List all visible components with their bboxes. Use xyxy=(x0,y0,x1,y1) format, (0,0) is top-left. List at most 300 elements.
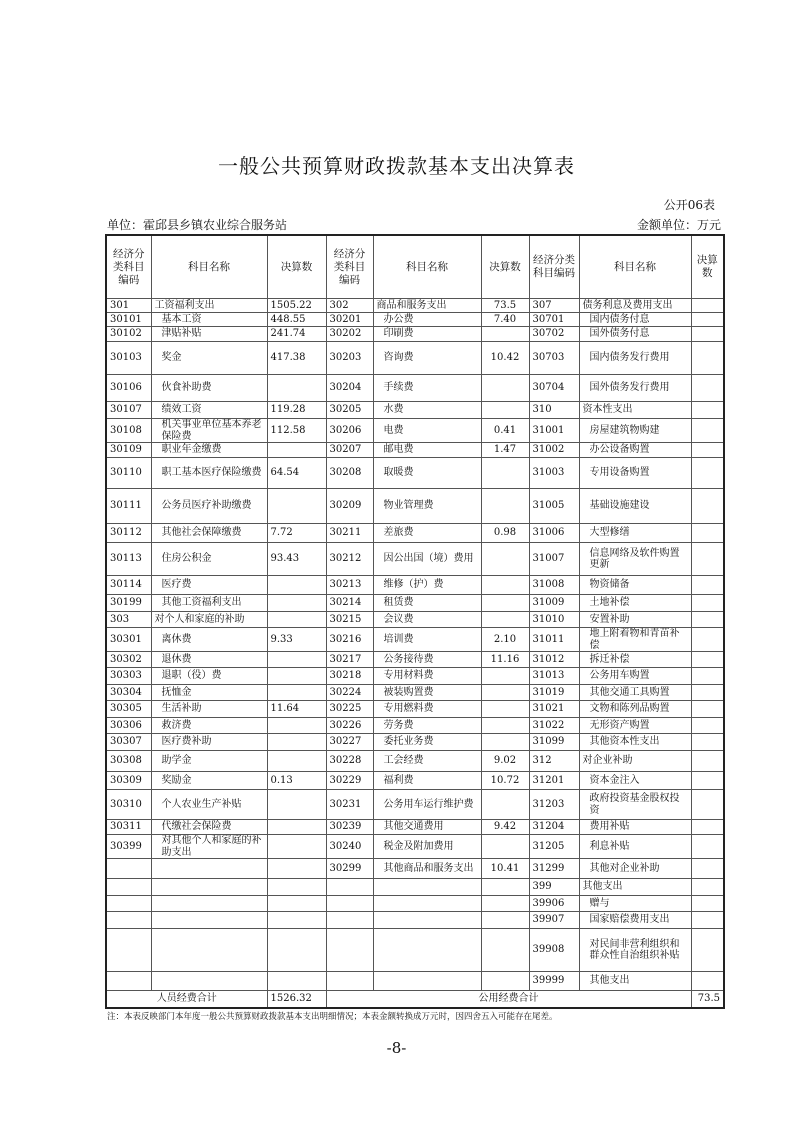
cell-name: 邮电费 xyxy=(373,443,481,458)
cell-amount xyxy=(691,685,724,701)
cell-code: 31019 xyxy=(529,685,579,701)
cell-name: 信息网络及软件购置更新 xyxy=(579,543,691,576)
cell-code: 30309 xyxy=(106,772,151,790)
cell-name: 对其他个人和家庭的补助支出 xyxy=(151,835,267,859)
cell-name: 拆迁补偿 xyxy=(579,652,691,668)
cell-amount xyxy=(267,652,326,668)
cell-amount xyxy=(691,576,724,595)
cell-amount xyxy=(267,912,326,929)
cell-code: 31022 xyxy=(529,718,579,734)
cell-amount xyxy=(267,972,326,991)
cell-code: 30110 xyxy=(106,458,151,489)
table-row xyxy=(106,859,724,879)
cell-amount xyxy=(267,595,326,612)
cell-code: 31204 xyxy=(529,820,579,835)
header-name: 科目名称 xyxy=(373,235,481,299)
table-row xyxy=(106,912,724,929)
cell-code: 30702 xyxy=(529,327,579,342)
table-row xyxy=(106,879,724,896)
cell-code: 30399 xyxy=(106,835,151,859)
cell-code: 30224 xyxy=(326,685,373,701)
cell-code: 30201 xyxy=(326,313,373,327)
cell-name: 离休费 xyxy=(151,628,267,652)
personnel-total-label: 人员经费合计 xyxy=(106,991,267,1009)
cell-amount: 10.72 xyxy=(481,772,529,790)
personnel-total-value: 1526.32 xyxy=(267,991,326,1009)
cell-name: 绩效工资 xyxy=(151,402,267,419)
cell-code: 30704 xyxy=(529,375,579,402)
cell-code: 30203 xyxy=(326,342,373,375)
header-amount: 决算数 xyxy=(691,235,724,299)
cell-name: 其他支出 xyxy=(579,972,691,991)
table-row xyxy=(106,929,724,972)
cell-code: 30228 xyxy=(326,751,373,772)
cell-code: 30304 xyxy=(106,685,151,701)
cell-amount xyxy=(267,612,326,628)
cell-code: 30301 xyxy=(106,628,151,652)
cell-code: 301 xyxy=(106,299,151,313)
cell-code: 30212 xyxy=(326,543,373,576)
cell-amount xyxy=(267,489,326,524)
cell-name: 工资福利支出 xyxy=(151,299,267,313)
cell-code: 39908 xyxy=(529,929,579,972)
header-name: 科目名称 xyxy=(151,235,267,299)
cell-amount xyxy=(481,375,529,402)
cell-name: 无形资产购置 xyxy=(579,718,691,734)
table-row xyxy=(106,668,724,685)
cell-amount: 64.54 xyxy=(267,458,326,489)
cell-code: 31006 xyxy=(529,524,579,543)
cell-name: 对民间非营利组织和群众性自治组织补贴 xyxy=(579,929,691,972)
cell-name xyxy=(151,972,267,991)
cell-name: 电费 xyxy=(373,419,481,443)
cell-name: 印刷费 xyxy=(373,327,481,342)
cell-amount xyxy=(691,668,724,685)
cell-code: 30310 xyxy=(106,790,151,820)
table-row xyxy=(106,820,724,835)
cell-amount xyxy=(267,790,326,820)
header-code: 经济分类科目编码 xyxy=(106,235,151,299)
cell-code: 31001 xyxy=(529,419,579,443)
cell-name: 债务利息及费用支出 xyxy=(579,299,691,313)
cell-amount xyxy=(267,443,326,458)
cell-name: 基本工资 xyxy=(151,313,267,327)
cell-code: 30211 xyxy=(326,524,373,543)
cell-code: 307 xyxy=(529,299,579,313)
cell-name: 其他资本性支出 xyxy=(579,734,691,751)
cell-amount: 448.55 xyxy=(267,313,326,327)
cell-name: 物业管理费 xyxy=(373,489,481,524)
cell-name xyxy=(373,912,481,929)
table-row xyxy=(106,972,724,991)
cell-code xyxy=(326,912,373,929)
cell-code: 30207 xyxy=(326,443,373,458)
table-row xyxy=(106,612,724,628)
cell-amount xyxy=(481,734,529,751)
cell-name: 其他交通费用 xyxy=(373,820,481,835)
cell-name: 机关事业单位基本养老保险费 xyxy=(151,419,267,443)
cell-name: 其他对企业补助 xyxy=(579,859,691,879)
table-row xyxy=(106,419,724,443)
cell-amount xyxy=(481,576,529,595)
page-title: 一般公共预算财政拨款基本支出决算表 xyxy=(218,154,575,178)
cell-name: 救济费 xyxy=(151,718,267,734)
cell-amount xyxy=(691,896,724,912)
cell-name: 其他支出 xyxy=(579,879,691,896)
cell-name: 会议费 xyxy=(373,612,481,628)
cell-amount xyxy=(691,772,724,790)
cell-code: 399 xyxy=(529,879,579,896)
cell-code: 30113 xyxy=(106,543,151,576)
cell-code: 30106 xyxy=(106,375,151,402)
cell-amount xyxy=(267,668,326,685)
cell-amount: 119.28 xyxy=(267,402,326,419)
cell-amount xyxy=(481,327,529,342)
cell-name: 维修（护）费 xyxy=(373,576,481,595)
cell-code: 30199 xyxy=(106,595,151,612)
cell-name: 伙食补助费 xyxy=(151,375,267,402)
header-name: 科目名称 xyxy=(579,235,691,299)
cell-amount xyxy=(481,701,529,718)
cell-amount xyxy=(691,751,724,772)
cell-name: 委托业务费 xyxy=(373,734,481,751)
cell-code: 30102 xyxy=(106,327,151,342)
cell-code: 30299 xyxy=(326,859,373,879)
public-total-value: 73.5 xyxy=(691,991,724,1009)
header-amount: 决算数 xyxy=(481,235,529,299)
cell-name: 水费 xyxy=(373,402,481,419)
cell-name: 差旅费 xyxy=(373,524,481,543)
cell-code: 31011 xyxy=(529,628,579,652)
table-row xyxy=(106,595,724,612)
cell-name: 手续费 xyxy=(373,375,481,402)
cell-code xyxy=(106,896,151,912)
cell-name: 基础设施建设 xyxy=(579,489,691,524)
cell-name: 文物和陈列品购置 xyxy=(579,701,691,718)
cell-amount xyxy=(691,835,724,859)
cell-code: 30240 xyxy=(326,835,373,859)
cell-name: 津贴补贴 xyxy=(151,327,267,342)
cell-code: 30218 xyxy=(326,668,373,685)
cell-code: 30303 xyxy=(106,668,151,685)
table-row xyxy=(106,718,724,734)
cell-name: 房屋建筑物购建 xyxy=(579,419,691,443)
page-number: -8- xyxy=(386,1039,407,1057)
cell-amount: 11.64 xyxy=(267,701,326,718)
cell-code: 39999 xyxy=(529,972,579,991)
cell-name: 专用燃料费 xyxy=(373,701,481,718)
table-row xyxy=(106,489,724,524)
cell-amount: 9.02 xyxy=(481,751,529,772)
cell-amount xyxy=(691,612,724,628)
cell-code xyxy=(326,972,373,991)
cell-code: 30214 xyxy=(326,595,373,612)
cell-name: 因公出国（境）费用 xyxy=(373,543,481,576)
cell-amount xyxy=(267,685,326,701)
cell-amount xyxy=(691,524,724,543)
cell-code: 30208 xyxy=(326,458,373,489)
cell-code: 30306 xyxy=(106,718,151,734)
table-row xyxy=(106,685,724,701)
cell-amount xyxy=(481,458,529,489)
cell-amount: 7.40 xyxy=(481,313,529,327)
cell-amount: 73.5 xyxy=(481,299,529,313)
cell-name: 医疗费 xyxy=(151,576,267,595)
cell-code xyxy=(326,929,373,972)
table-row xyxy=(106,628,724,652)
cell-name: 物资储备 xyxy=(579,576,691,595)
cell-amount xyxy=(691,912,724,929)
table-row xyxy=(106,299,724,313)
table-row xyxy=(106,790,724,820)
cell-code: 31013 xyxy=(529,668,579,685)
cell-name: 办公费 xyxy=(373,313,481,327)
cell-code: 30103 xyxy=(106,342,151,375)
cell-name: 大型修缮 xyxy=(579,524,691,543)
cell-amount xyxy=(691,859,724,879)
cell-name: 税金及附加费用 xyxy=(373,835,481,859)
cell-amount xyxy=(481,879,529,896)
cell-name xyxy=(151,859,267,879)
cell-name: 退职（役）费 xyxy=(151,668,267,685)
cell-name: 国内债务付息 xyxy=(579,313,691,327)
reporting-unit: 单位：霍邱县乡镇农业综合服务站 xyxy=(107,218,288,232)
cell-amount xyxy=(481,835,529,859)
cell-name: 土地补偿 xyxy=(579,595,691,612)
cell-code: 39906 xyxy=(529,896,579,912)
cell-name xyxy=(373,929,481,972)
table-row xyxy=(106,458,724,489)
cell-amount xyxy=(691,299,724,313)
cell-name: 办公设备购置 xyxy=(579,443,691,458)
cell-name: 培训费 xyxy=(373,628,481,652)
cell-code xyxy=(106,859,151,879)
cell-amount xyxy=(691,313,724,327)
cell-name: 奖金 xyxy=(151,342,267,375)
cell-amount xyxy=(691,342,724,375)
table-row xyxy=(106,772,724,790)
cell-amount xyxy=(481,790,529,820)
cell-amount xyxy=(691,929,724,972)
footnote: 注：本表反映部门本年度一般公共预算财政拨款基本支出明细情况；本表金额转换成万元时，因四舍五入可能存在尾差。 xyxy=(107,1012,558,1022)
cell-name: 劳务费 xyxy=(373,718,481,734)
table-row xyxy=(106,375,724,402)
cell-name: 对企业补助 xyxy=(579,751,691,772)
cell-name: 抚恤金 xyxy=(151,685,267,701)
cell-amount xyxy=(691,734,724,751)
cell-amount xyxy=(691,489,724,524)
cell-amount: 10.42 xyxy=(481,342,529,375)
cell-code: 30109 xyxy=(106,443,151,458)
cell-amount: 1.47 xyxy=(481,443,529,458)
cell-name: 专用设备购置 xyxy=(579,458,691,489)
cell-amount xyxy=(267,859,326,879)
table-row xyxy=(106,543,724,576)
cell-code: 30311 xyxy=(106,820,151,835)
cell-code: 30204 xyxy=(326,375,373,402)
table-row xyxy=(106,652,724,668)
cell-code: 31021 xyxy=(529,701,579,718)
cell-name: 其他交通工具购置 xyxy=(579,685,691,701)
cell-amount xyxy=(481,912,529,929)
cell-name: 福利费 xyxy=(373,772,481,790)
cell-amount: 112.58 xyxy=(267,419,326,443)
cell-amount xyxy=(691,595,724,612)
cell-name: 被装购置费 xyxy=(373,685,481,701)
cell-name: 咨询费 xyxy=(373,342,481,375)
cell-name: 住房公积金 xyxy=(151,543,267,576)
cell-amount xyxy=(691,628,724,652)
cell-name: 公务用车购置 xyxy=(579,668,691,685)
cell-amount xyxy=(691,458,724,489)
table-row xyxy=(106,524,724,543)
cell-amount xyxy=(691,718,724,734)
cell-name xyxy=(151,879,267,896)
table-row xyxy=(106,443,724,458)
cell-name: 工会经费 xyxy=(373,751,481,772)
cell-amount xyxy=(267,929,326,972)
cell-name: 国内债务发行费用 xyxy=(579,342,691,375)
cell-code: 39907 xyxy=(529,912,579,929)
cell-code: 30112 xyxy=(106,524,151,543)
cell-name: 其他社会保障缴费 xyxy=(151,524,267,543)
cell-amount xyxy=(691,375,724,402)
cell-code: 30215 xyxy=(326,612,373,628)
header-code: 经济分类科目编码 xyxy=(529,235,579,299)
cell-code: 31201 xyxy=(529,772,579,790)
cell-amount: 0.41 xyxy=(481,419,529,443)
cell-amount xyxy=(481,595,529,612)
cell-name xyxy=(151,896,267,912)
cell-amount: 0.13 xyxy=(267,772,326,790)
cell-amount xyxy=(481,718,529,734)
cell-name: 国外债务发行费用 xyxy=(579,375,691,402)
cell-amount: 9.33 xyxy=(267,628,326,652)
cell-amount xyxy=(481,972,529,991)
cell-amount xyxy=(267,734,326,751)
cell-amount xyxy=(267,718,326,734)
cell-code: 31009 xyxy=(529,595,579,612)
cell-code: 30231 xyxy=(326,790,373,820)
cell-amount xyxy=(691,543,724,576)
cell-code: 30205 xyxy=(326,402,373,419)
cell-name: 租赁费 xyxy=(373,595,481,612)
cell-name xyxy=(373,972,481,991)
table-row xyxy=(106,734,724,751)
cell-name: 地上附着物和青苗补偿 xyxy=(579,628,691,652)
cell-name xyxy=(373,879,481,896)
table-row xyxy=(106,327,724,342)
cell-name: 公务接待费 xyxy=(373,652,481,668)
money-unit: 金额单位：万元 xyxy=(636,218,721,232)
cell-name: 医疗费补助 xyxy=(151,734,267,751)
cell-name: 资本金注入 xyxy=(579,772,691,790)
cell-amount: 2.10 xyxy=(481,628,529,652)
cell-amount xyxy=(267,879,326,896)
cell-code: 30202 xyxy=(326,327,373,342)
cell-name xyxy=(151,912,267,929)
cell-code: 30111 xyxy=(106,489,151,524)
form-number: 公开06表 xyxy=(663,198,715,212)
cell-code xyxy=(106,912,151,929)
header-row xyxy=(106,235,724,299)
cell-code: 30701 xyxy=(529,313,579,327)
cell-name: 公务员医疗补助缴费 xyxy=(151,489,267,524)
cell-code: 31012 xyxy=(529,652,579,668)
cell-amount xyxy=(267,835,326,859)
cell-name: 对个人和家庭的补助 xyxy=(151,612,267,628)
cell-code xyxy=(106,879,151,896)
cell-code: 30307 xyxy=(106,734,151,751)
cell-code: 30114 xyxy=(106,576,151,595)
cell-amount: 10.41 xyxy=(481,859,529,879)
content-area xyxy=(105,234,725,1057)
cell-amount xyxy=(691,419,724,443)
cell-code: 30239 xyxy=(326,820,373,835)
cell-code: 31005 xyxy=(529,489,579,524)
cell-code: 31007 xyxy=(529,543,579,576)
cell-amount xyxy=(691,972,724,991)
cell-amount xyxy=(267,576,326,595)
cell-code xyxy=(326,879,373,896)
cell-name: 专用材料费 xyxy=(373,668,481,685)
cell-amount xyxy=(691,879,724,896)
cell-code: 31002 xyxy=(529,443,579,458)
cell-name: 国外债务付息 xyxy=(579,327,691,342)
cell-name: 其他工资福利支出 xyxy=(151,595,267,612)
cell-code xyxy=(106,972,151,991)
cell-amount: 417.38 xyxy=(267,342,326,375)
cell-name: 赠与 xyxy=(579,896,691,912)
cell-code xyxy=(106,929,151,972)
cell-name: 利息补贴 xyxy=(579,835,691,859)
cell-amount xyxy=(267,751,326,772)
cell-amount: 9.42 xyxy=(481,820,529,835)
cell-code: 30108 xyxy=(106,419,151,443)
cell-amount: 93.43 xyxy=(267,543,326,576)
cell-amount xyxy=(481,685,529,701)
table-row xyxy=(106,835,724,859)
cell-code: 310 xyxy=(529,402,579,419)
cell-amount xyxy=(481,668,529,685)
cell-name: 奖励金 xyxy=(151,772,267,790)
cell-amount: 11.16 xyxy=(481,652,529,668)
cell-code: 31008 xyxy=(529,576,579,595)
cell-name: 取暖费 xyxy=(373,458,481,489)
table-row xyxy=(106,342,724,375)
cell-name: 生活补助 xyxy=(151,701,267,718)
public-total-label: 公用经费合计 xyxy=(326,991,691,1009)
table-row xyxy=(106,701,724,718)
table-row xyxy=(106,751,724,772)
table-row xyxy=(106,896,724,912)
cell-code: 30101 xyxy=(106,313,151,327)
cell-name: 退休费 xyxy=(151,652,267,668)
cell-code: 30107 xyxy=(106,402,151,419)
cell-amount: 1505.22 xyxy=(267,299,326,313)
cell-code: 31003 xyxy=(529,458,579,489)
cell-name: 职业年金缴费 xyxy=(151,443,267,458)
cell-name: 商品和服务支出 xyxy=(373,299,481,313)
cell-code: 312 xyxy=(529,751,579,772)
cell-amount xyxy=(691,790,724,820)
cell-code: 30217 xyxy=(326,652,373,668)
table-row xyxy=(106,402,724,419)
cell-name: 公务用车运行维护费 xyxy=(373,790,481,820)
cell-amount xyxy=(267,375,326,402)
cell-amount xyxy=(691,402,724,419)
cell-name: 职工基本医疗保险缴费 xyxy=(151,458,267,489)
